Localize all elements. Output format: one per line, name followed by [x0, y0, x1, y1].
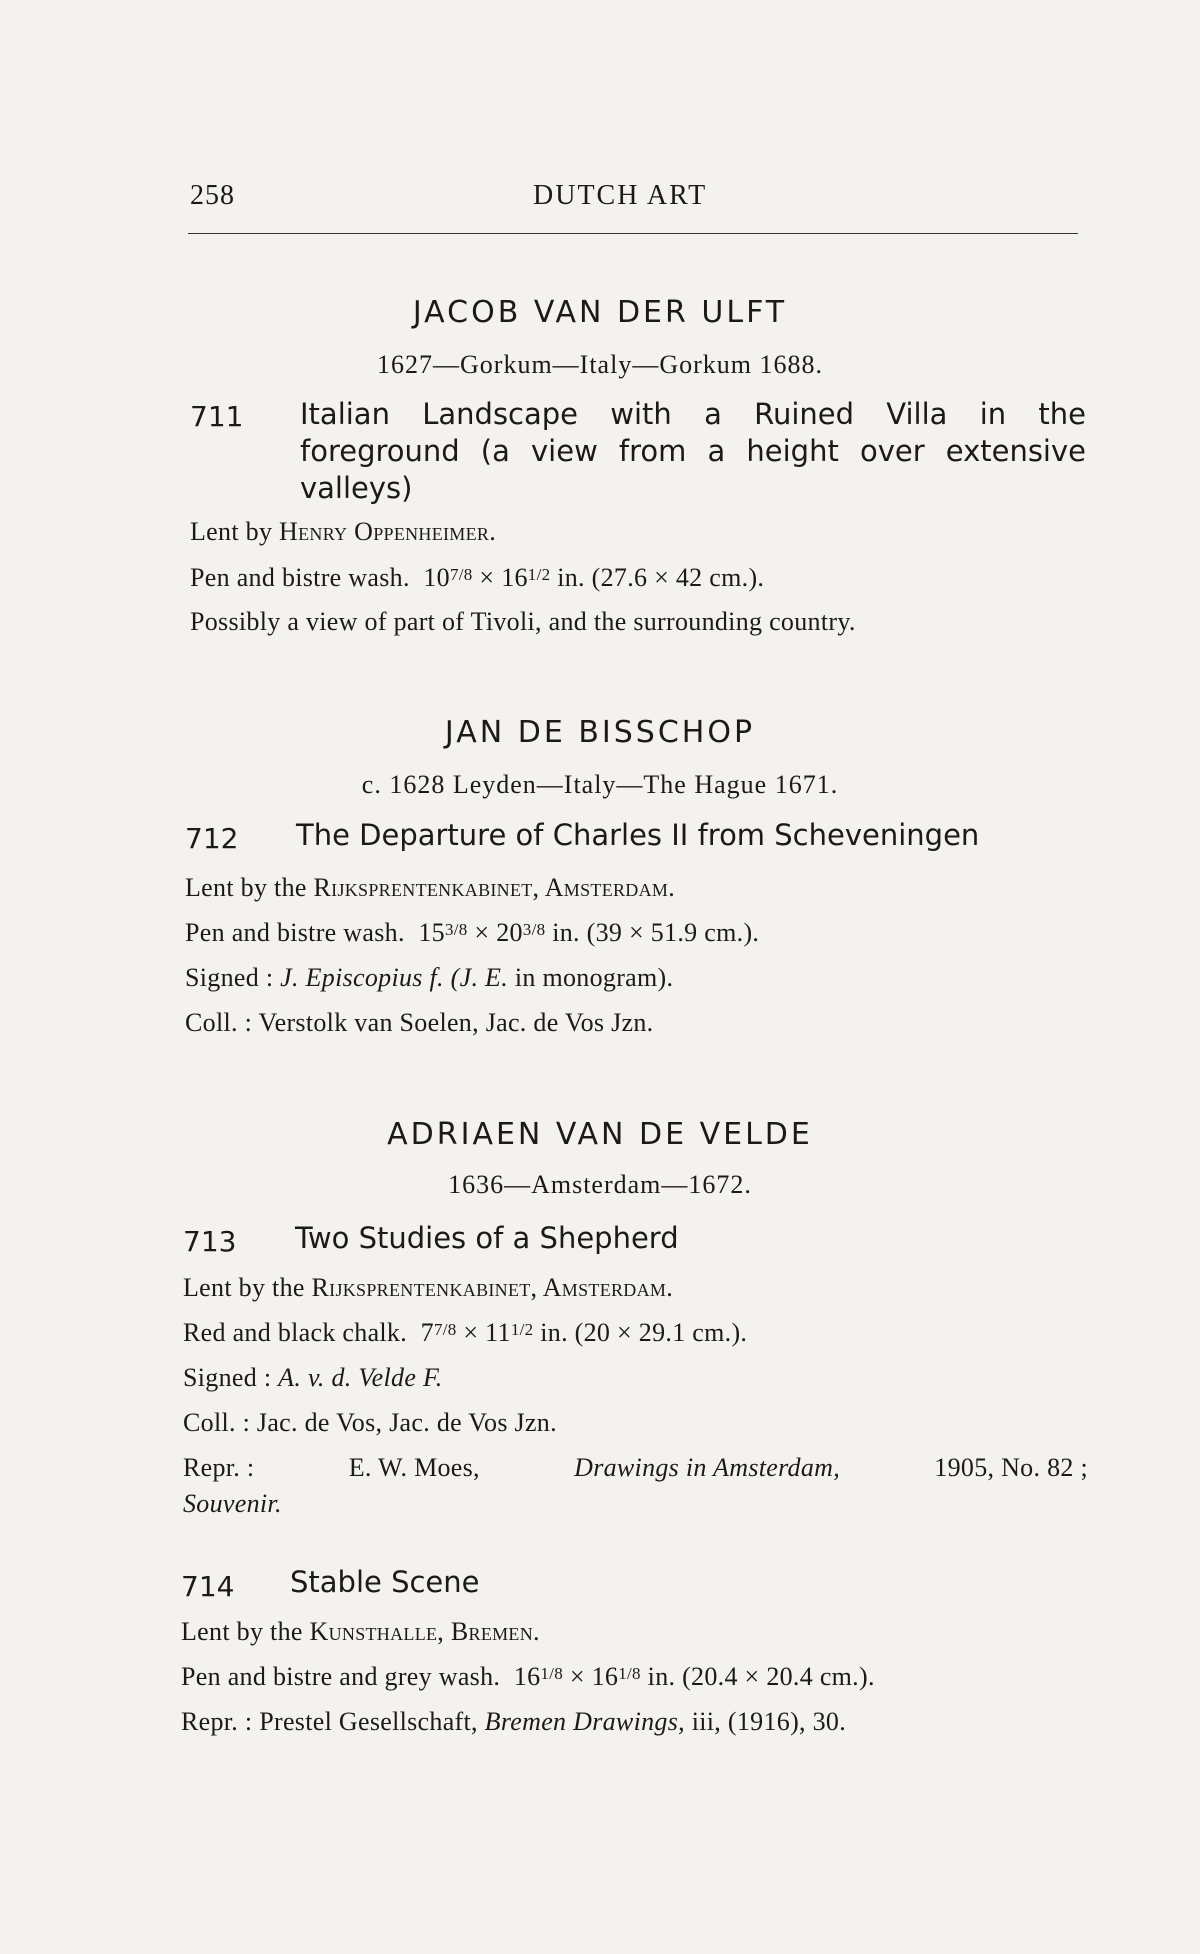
dim-a-frac: 1/8	[540, 1664, 564, 1683]
dim-b: 11	[485, 1318, 511, 1347]
entry-title: Two Studies of a Shepherd	[295, 1221, 679, 1255]
lender-line	[185, 873, 675, 903]
repr-author: E. W. Moes,	[348, 1453, 480, 1482]
collection-line: Coll. : Verstolk van Soelen, Jac. de Vos Jzn.	[185, 1008, 654, 1037]
lender-name: Henry Oppenheimer.	[279, 517, 497, 546]
medium-line	[185, 918, 759, 948]
dim-times: ×	[474, 918, 490, 947]
dim-rest: in. (20.4 × 20.4 cm.).	[647, 1662, 875, 1691]
medium: Pen and bistre wash.	[185, 918, 405, 947]
reproduction-line-2: Souvenir.	[183, 1489, 282, 1518]
medium-line	[190, 563, 764, 593]
dim-b-frac: 1/2	[510, 1320, 534, 1339]
dim-b-frac: 3/8	[522, 920, 546, 939]
dim-a: 15	[418, 918, 445, 947]
repr-title: Bremen Drawings,	[484, 1707, 685, 1736]
repr-author: Prestel Gesellschaft,	[259, 1707, 478, 1736]
dim-times: ×	[569, 1662, 585, 1691]
entry-title-text: Italian Landscape with a Ruined Villa in the foreground (a view from a height over extensive valleys)	[300, 397, 1086, 505]
signed-line	[185, 963, 673, 993]
signed-monogram: (J. E.	[450, 963, 509, 992]
dim-times: ×	[463, 1318, 479, 1347]
running-title: DUTCH ART	[533, 180, 708, 211]
dim-b: 20	[496, 918, 523, 947]
dim-a: 10	[423, 563, 450, 592]
artist-heading: JAN DE BISSCHOP	[444, 715, 756, 750]
entry-number: 713	[183, 1225, 237, 1258]
lender-prefix: Lent by the	[181, 1617, 310, 1646]
lender-prefix: Lent by the	[183, 1273, 312, 1302]
dim-rest: in. (27.6 × 42 cm.).	[557, 563, 765, 592]
entry-number: 712	[185, 822, 239, 855]
dim-a-frac: 7/8	[449, 565, 473, 584]
medium: Red and black chalk.	[183, 1318, 408, 1347]
dim-b: 16	[591, 1662, 619, 1691]
signed-line	[183, 1363, 443, 1393]
signed-value: J. Episcopius f.	[280, 963, 444, 992]
dim-b-frac: 1/2	[527, 565, 551, 584]
lender-line	[181, 1617, 540, 1647]
entry-title	[300, 396, 1086, 507]
artist-dates: 1627—Gorkum—Italy—Gorkum 1688.	[377, 350, 823, 379]
dim-a: 7	[420, 1318, 434, 1347]
header-rule	[188, 233, 1078, 234]
collection-line: Coll. : Jac. de Vos, Jac. de Vos Jzn.	[183, 1408, 557, 1437]
dim-rest: in. (20 × 29.1 cm.).	[540, 1318, 748, 1347]
repr-label: Repr. :	[183, 1453, 255, 1482]
entry-title: Stable Scene	[290, 1565, 480, 1599]
medium-line	[183, 1318, 747, 1348]
artist-dates: c. 1628 Leyden—Italy—The Hague 1671.	[361, 770, 839, 799]
dim-b: 16	[501, 563, 528, 592]
artist-dates: 1636—Amsterdam—1672.	[448, 1170, 752, 1199]
dim-a-frac: 3/8	[444, 920, 468, 939]
entry-number: 711	[190, 400, 244, 433]
dim-a-frac: 7/8	[433, 1320, 457, 1339]
signed-tail: in monogram).	[514, 963, 674, 992]
signed-label: Signed :	[183, 1363, 272, 1392]
running-head	[188, 180, 1078, 220]
repr-title: Drawings in Amsterdam,	[574, 1453, 841, 1482]
lender-prefix: Lent by the	[185, 873, 314, 902]
lender-name: Rijksprentenkabinet, Amsterdam.	[311, 1273, 674, 1302]
page-number: 258	[190, 180, 235, 211]
dim-b-frac: 1/8	[618, 1664, 641, 1683]
dim-times: ×	[479, 563, 495, 592]
lender-line	[190, 517, 496, 547]
note-line: Possibly a view of part of Tivoli, and the surrounding country.	[190, 607, 856, 636]
medium: Pen and bistre and grey wash.	[181, 1662, 501, 1691]
entry-number: 714	[181, 1570, 235, 1603]
dim-rest: in. (39 × 51.9 cm.).	[552, 918, 760, 947]
lender-line	[183, 1273, 673, 1303]
medium: Pen and bistre wash.	[190, 563, 410, 592]
repr-label: Repr. :	[181, 1707, 253, 1736]
repr-tail: 1905, No. 82 ;	[934, 1453, 1088, 1482]
lender-name: Rijksprentenkabinet, Amsterdam.	[313, 873, 676, 902]
medium-line	[181, 1662, 875, 1692]
artist-heading: ADRIAEN VAN DE VELDE	[387, 1117, 813, 1152]
repr-tail: iii, (1916), 30.	[691, 1707, 847, 1736]
lender-name: Kunsthalle, Bremen.	[309, 1617, 540, 1646]
artist-heading: JACOB VAN DER ULFT	[412, 295, 788, 330]
reproduction-line	[183, 1453, 1088, 1483]
entry-title: The Departure of Charles II from Scheveningen	[296, 818, 980, 852]
signed-value: A. v. d. Velde F.	[278, 1363, 443, 1392]
reproduction-line	[181, 1707, 846, 1737]
lender-prefix: Lent by	[190, 517, 280, 546]
signed-label: Signed :	[185, 963, 274, 992]
dim-a: 16	[513, 1662, 541, 1691]
